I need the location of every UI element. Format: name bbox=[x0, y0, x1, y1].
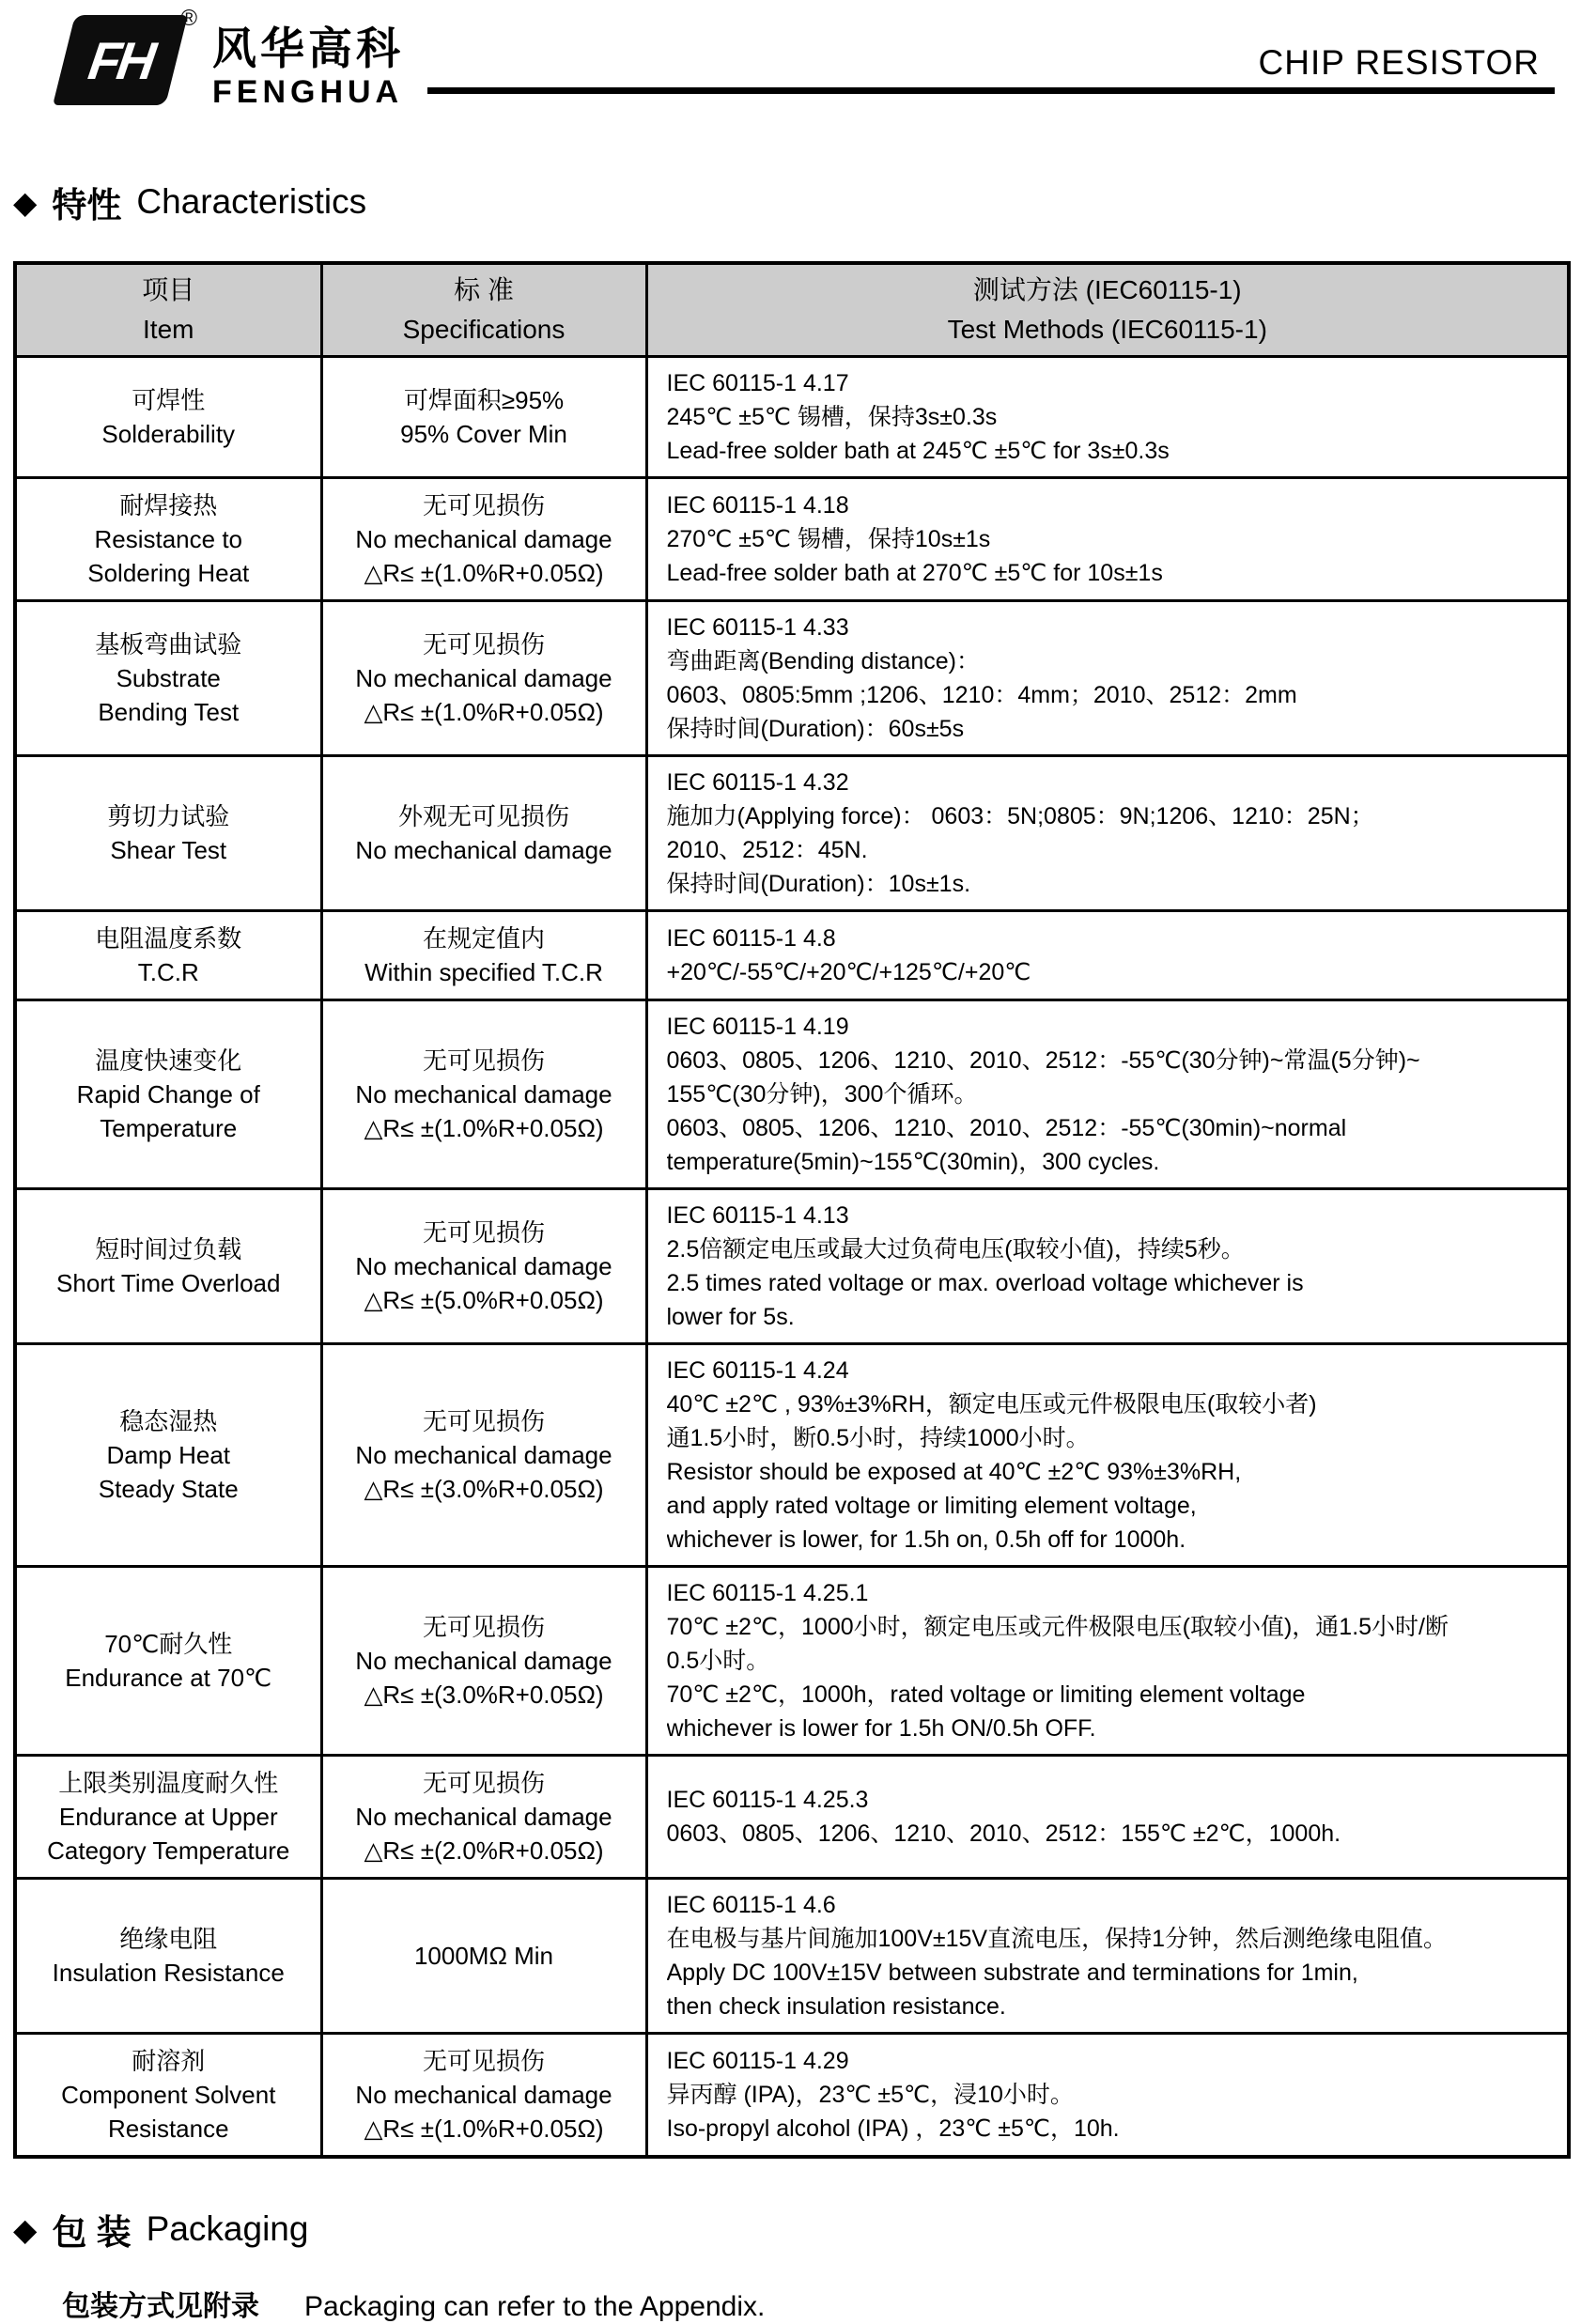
spec-cell-line: 1000MΩ Min bbox=[413, 1942, 554, 1970]
fenghua-logo bbox=[54, 6, 404, 111]
fenghua-logo-mark-icon bbox=[54, 6, 197, 107]
item-cell-line: T.C.R bbox=[137, 958, 199, 986]
spec-cell-line: 无可见损伤 bbox=[422, 1407, 545, 1435]
item-cell-line: 70℃耐久性 bbox=[104, 1630, 233, 1658]
item-cell-line: 可焊性 bbox=[132, 386, 206, 414]
method-cell-line: IEC 60115-1 4.25.3 bbox=[666, 1787, 869, 1813]
item-cell bbox=[15, 1756, 321, 1879]
item-cell-line: 剪切力试验 bbox=[107, 802, 230, 830]
method-cell-line: 40℃ ±2℃ , 93%±3%RH，额定电压或元件极限电压(取较小者) bbox=[666, 1391, 1317, 1418]
method-cell-line: 在电极与基片间施加100V±15V直流电压，保持1分钟，然后测绝缘电阻值。 bbox=[666, 1926, 1447, 1952]
item-cell-line: Bending Test bbox=[98, 698, 240, 726]
packaging-note bbox=[62, 2283, 1581, 2324]
spec-cell bbox=[321, 756, 646, 911]
header-method-cn: 测试方法 (IEC60115-1) bbox=[972, 275, 1242, 304]
item-cell-line: Endurance at 70℃ bbox=[65, 1664, 272, 1692]
page-header bbox=[0, 0, 1581, 130]
header-spec-cn: 标 准 bbox=[454, 275, 514, 304]
table-header bbox=[15, 263, 1569, 357]
spec-cell bbox=[321, 478, 646, 601]
item-cell-line: Shear Test bbox=[110, 836, 227, 864]
method-cell bbox=[646, 601, 1569, 756]
packaging-note-cn: 包装方式见附录 bbox=[62, 2291, 259, 2322]
spec-cell-line: 在规定值内 bbox=[422, 924, 545, 953]
spec-cell-line: No mechanical damage bbox=[355, 525, 612, 553]
method-cell-line: IEC 60115-1 4.25.1 bbox=[666, 1580, 869, 1606]
spec-cell-line: △R≤ ±(1.0%R+0.05Ω) bbox=[364, 1114, 604, 1142]
method-cell-line: 保持时间(Duration)：10s±1s. bbox=[666, 871, 971, 897]
spec-cell-line: △R≤ ±(1.0%R+0.05Ω) bbox=[364, 2115, 604, 2143]
spec-cell-line: No mechanical damage bbox=[355, 1080, 612, 1108]
diamond-icon: ◆ bbox=[13, 2211, 38, 2247]
method-cell bbox=[646, 1567, 1569, 1756]
method-cell-line: Apply DC 100V±15V between substrate and terminations for 1min, bbox=[666, 1960, 1358, 1986]
item-cell bbox=[15, 1189, 321, 1344]
method-cell bbox=[646, 1756, 1569, 1879]
table-row bbox=[15, 1000, 1569, 1189]
method-cell bbox=[646, 1189, 1569, 1344]
table-row bbox=[15, 2034, 1569, 2158]
item-cell-line: 电阻温度系数 bbox=[95, 924, 242, 953]
diamond-icon: ◆ bbox=[13, 184, 38, 220]
spec-cell-line: 无可见损伤 bbox=[422, 1218, 545, 1247]
logo-monogram: FH bbox=[85, 30, 156, 90]
method-cell-line: 155℃(30分钟)，300个循环。 bbox=[666, 1081, 978, 1108]
method-cell-line: 弯曲距离(Bending distance)： bbox=[666, 648, 980, 674]
spec-cell-line: No mechanical damage bbox=[355, 836, 612, 864]
method-cell-line: IEC 60115-1 4.24 bbox=[666, 1357, 849, 1384]
spec-cell-line: △R≤ ±(1.0%R+0.05Ω) bbox=[364, 559, 604, 587]
brand-text bbox=[212, 24, 404, 111]
spec-cell bbox=[321, 1756, 646, 1879]
spec-cell-line: △R≤ ±(3.0%R+0.05Ω) bbox=[364, 1681, 604, 1709]
method-cell bbox=[646, 1879, 1569, 2034]
spec-cell-line: No mechanical damage bbox=[355, 1441, 612, 1469]
spec-cell-line: △R≤ ±(3.0%R+0.05Ω) bbox=[364, 1475, 604, 1503]
method-cell-line: Resistor should be exposed at 40℃ ±2℃ 93%±3%RH, bbox=[666, 1459, 1242, 1485]
registered-trademark-icon: ® bbox=[180, 6, 197, 31]
spec-cell-line: 95% Cover Min bbox=[400, 420, 567, 448]
method-cell-line: 0.5小时。 bbox=[666, 1648, 770, 1674]
item-cell bbox=[15, 357, 321, 478]
header-rule bbox=[427, 87, 1555, 94]
table-row bbox=[15, 911, 1569, 1000]
header-cell-method bbox=[646, 263, 1569, 357]
method-cell-line: whichever is lower for 1.5h ON/0.5h OFF. bbox=[666, 1715, 1096, 1742]
method-cell-line: then check insulation resistance. bbox=[666, 1993, 1006, 2020]
table-row bbox=[15, 756, 1569, 911]
method-cell-line: 0603、0805、1206、1210、2010、2512：-55℃(30min)~normal bbox=[666, 1115, 1347, 1141]
item-cell-line: Category Temperature bbox=[47, 1836, 290, 1865]
table-row bbox=[15, 601, 1569, 756]
method-cell-line: IEC 60115-1 4.6 bbox=[666, 1892, 836, 1918]
method-cell-line: 2.5 times rated voltage or max. overload voltage whichever is bbox=[666, 1270, 1304, 1296]
spec-cell-line: 外观无可见损伤 bbox=[397, 802, 569, 830]
header-cell-item bbox=[15, 263, 321, 357]
item-cell-line: 上限类别温度耐久性 bbox=[58, 1769, 279, 1797]
item-cell bbox=[15, 1567, 321, 1756]
item-cell bbox=[15, 1879, 321, 2034]
spec-cell-line: 无可见损伤 bbox=[422, 2047, 545, 2075]
item-cell bbox=[15, 1000, 321, 1189]
item-cell bbox=[15, 601, 321, 756]
method-cell-line: 2.5倍额定电压或最大过负荷电压(取较小值)，持续5秒。 bbox=[666, 1236, 1245, 1263]
method-cell-line: Iso-propyl alcohol (IPA) ，23℃ ±5℃，10h. bbox=[666, 2115, 1120, 2142]
method-cell bbox=[646, 2034, 1569, 2158]
spec-cell-line: No mechanical damage bbox=[355, 1803, 612, 1831]
spec-cell bbox=[321, 1344, 646, 1567]
method-cell-line: IEC 60115-1 4.19 bbox=[666, 1014, 849, 1040]
method-cell bbox=[646, 756, 1569, 911]
header-cell-spec bbox=[321, 263, 646, 357]
item-cell-line: Substrate bbox=[116, 664, 221, 692]
item-cell-line: Rapid Change of bbox=[76, 1080, 260, 1108]
method-cell bbox=[646, 911, 1569, 1000]
item-cell-line: Endurance at Upper bbox=[58, 1803, 278, 1831]
item-cell bbox=[15, 1344, 321, 1567]
spec-cell bbox=[321, 601, 646, 756]
item-cell-line: Insulation Resistance bbox=[52, 1959, 285, 1987]
item-cell-line: 基板弯曲试验 bbox=[95, 630, 242, 658]
packaging-note-en: Packaging can refer to the Appendix. bbox=[304, 2291, 766, 2322]
spec-cell-line: No mechanical damage bbox=[355, 1252, 612, 1280]
item-cell-line: Resistance to bbox=[94, 525, 243, 553]
method-cell bbox=[646, 1000, 1569, 1189]
table-row bbox=[15, 1567, 1569, 1756]
item-cell-line: 耐焊接热 bbox=[119, 491, 218, 519]
brand-name-en: FENGHUA bbox=[212, 74, 404, 110]
item-cell-line: 短时间过负载 bbox=[95, 1235, 242, 1263]
method-cell-line: temperature(5min)~155℃(30min)，300 cycles. bbox=[666, 1149, 1160, 1175]
spec-cell bbox=[321, 911, 646, 1000]
method-cell-line: 245℃ ±5℃ 锡槽，保持3s±0.3s bbox=[666, 404, 998, 430]
table-row bbox=[15, 1189, 1569, 1344]
method-cell-line: 通1.5小时，断0.5小时，持续1000小时。 bbox=[666, 1425, 1090, 1451]
item-cell-line: Soldering Heat bbox=[87, 559, 250, 587]
method-cell-line: IEC 60115-1 4.18 bbox=[666, 492, 849, 519]
method-cell-line: 施加力(Applying force)： 0603：5N;0805：9N;1206、1210：25N； bbox=[666, 803, 1374, 829]
header-item-cn: 项目 bbox=[142, 275, 195, 304]
spec-cell bbox=[321, 1879, 646, 2034]
method-cell-line: and apply rated voltage or limiting element voltage, bbox=[666, 1493, 1197, 1519]
method-cell-line: whichever is lower, for 1.5h on, 0.5h off for 1000h. bbox=[666, 1526, 1186, 1553]
spec-cell-line: 无可见损伤 bbox=[422, 491, 545, 519]
header-method-en: Test Methods (IEC60115-1) bbox=[947, 315, 1267, 344]
spec-cell bbox=[321, 2034, 646, 2158]
item-cell-line: Short Time Overload bbox=[56, 1269, 281, 1297]
method-cell-line: 270℃ ±5℃ 锡槽，保持10s±1s bbox=[666, 526, 991, 552]
item-cell-line: 绝缘电阻 bbox=[119, 1925, 218, 1953]
method-cell-line: IEC 60115-1 4.29 bbox=[666, 2048, 849, 2074]
table-row bbox=[15, 1344, 1569, 1567]
spec-cell-line: No mechanical damage bbox=[355, 2081, 612, 2109]
characteristics-section-title bbox=[13, 177, 1581, 227]
spec-cell-line: 可焊面积≥95% bbox=[403, 386, 565, 414]
method-cell-line: IEC 60115-1 4.17 bbox=[666, 370, 849, 396]
spec-cell-line: No mechanical damage bbox=[355, 664, 612, 692]
item-cell bbox=[15, 756, 321, 911]
doc-title: CHIP RESISTOR bbox=[1258, 43, 1540, 82]
method-cell-line: IEC 60115-1 4.32 bbox=[666, 769, 849, 796]
packaging-title-en: Packaging bbox=[146, 2209, 309, 2248]
method-cell-line: IEC 60115-1 4.13 bbox=[666, 1202, 849, 1229]
method-cell-line: +20℃/-55℃/+20℃/+125℃/+20℃ bbox=[666, 959, 1031, 985]
method-cell-line: 0603、0805、1206、1210、2010、2512：155℃ ±2℃，1000h. bbox=[666, 1820, 1341, 1847]
spec-cell-line: △R≤ ±(2.0%R+0.05Ω) bbox=[364, 1836, 604, 1865]
table-row bbox=[15, 1756, 1569, 1879]
method-cell-line: IEC 60115-1 4.33 bbox=[666, 614, 849, 641]
header-item-en: Item bbox=[143, 315, 194, 344]
spec-cell bbox=[321, 1567, 646, 1756]
brand-name-cn: 风华高科 bbox=[212, 23, 404, 73]
method-cell bbox=[646, 357, 1569, 478]
item-cell-line: 稳态湿热 bbox=[119, 1407, 218, 1435]
table-header-row bbox=[15, 263, 1569, 357]
item-cell-line: Steady State bbox=[98, 1475, 239, 1503]
spec-cell-line: No mechanical damage bbox=[355, 1647, 612, 1675]
characteristics-title-en: Characteristics bbox=[136, 182, 367, 221]
header-spec-en: Specifications bbox=[402, 315, 566, 344]
method-cell-line: 70℃ ±2℃，1000小时，额定电压或元件极限电压(取较小值)，通1.5小时/断 bbox=[666, 1614, 1449, 1640]
spec-cell-line: Within specified T.C.R bbox=[364, 958, 603, 986]
method-cell bbox=[646, 1344, 1569, 1567]
method-cell-line: 0603、0805、1206、1210、2010、2512：-55℃(30分钟)~常温(5分钟)~ bbox=[666, 1047, 1420, 1074]
packaging-title-cn: 包 装 bbox=[52, 2213, 132, 2252]
method-cell-line: 2010、2512：45N. bbox=[666, 837, 868, 863]
table-body bbox=[15, 357, 1569, 2158]
spec-cell bbox=[321, 1000, 646, 1189]
item-cell-line: Solderability bbox=[101, 420, 236, 448]
logo-parallelogram bbox=[53, 15, 188, 105]
method-cell-line: IEC 60115-1 4.8 bbox=[666, 925, 836, 952]
method-cell-line: Lead-free solder bath at 245℃ ±5℃ for 3s±0.3s bbox=[666, 438, 1170, 464]
table-row bbox=[15, 1879, 1569, 2034]
item-cell-line: Damp Heat bbox=[106, 1441, 230, 1469]
spec-cell bbox=[321, 357, 646, 478]
item-cell bbox=[15, 478, 321, 601]
spec-cell-line: △R≤ ±(1.0%R+0.05Ω) bbox=[364, 698, 604, 726]
characteristics-title-cn: 特性 bbox=[52, 186, 122, 225]
method-cell-line: 保持时间(Duration)：60s±5s bbox=[666, 716, 965, 742]
spec-cell-line: 无可见损伤 bbox=[422, 1613, 545, 1641]
item-cell-line: 耐溶剂 bbox=[132, 2047, 206, 2075]
method-cell-line: 0603、0805:5mm ;1206、1210：4mm；2010、2512：2mm bbox=[666, 682, 1297, 708]
spec-cell-line: 无可见损伤 bbox=[422, 1769, 545, 1797]
method-cell-line: 70℃ ±2℃，1000h，rated voltage or limiting element voltage bbox=[666, 1681, 1306, 1708]
item-cell bbox=[15, 2034, 321, 2158]
method-cell-line: lower for 5s. bbox=[666, 1304, 795, 1330]
spec-cell-line: 无可见损伤 bbox=[422, 630, 545, 658]
packaging-section-title bbox=[13, 2204, 1581, 2254]
method-cell-line: 异丙醇 (IPA)，23℃ ±5℃，浸10小时。 bbox=[666, 2082, 1074, 2108]
item-cell bbox=[15, 911, 321, 1000]
spec-cell-line: △R≤ ±(5.0%R+0.05Ω) bbox=[364, 1286, 604, 1314]
item-cell-line: Component Solvent bbox=[61, 2081, 276, 2109]
spec-cell bbox=[321, 1189, 646, 1344]
method-cell-line: Lead-free solder bath at 270℃ ±5℃ for 10s±1s bbox=[666, 560, 1163, 586]
item-cell-line: Resistance bbox=[107, 2115, 229, 2143]
spec-cell-line: 无可见损伤 bbox=[422, 1046, 545, 1075]
table-row bbox=[15, 357, 1569, 478]
method-cell bbox=[646, 478, 1569, 601]
item-cell-line: Temperature bbox=[100, 1114, 238, 1142]
item-cell-line: 温度快速变化 bbox=[95, 1046, 242, 1075]
characteristics-table bbox=[13, 261, 1571, 2159]
table-row bbox=[15, 478, 1569, 601]
